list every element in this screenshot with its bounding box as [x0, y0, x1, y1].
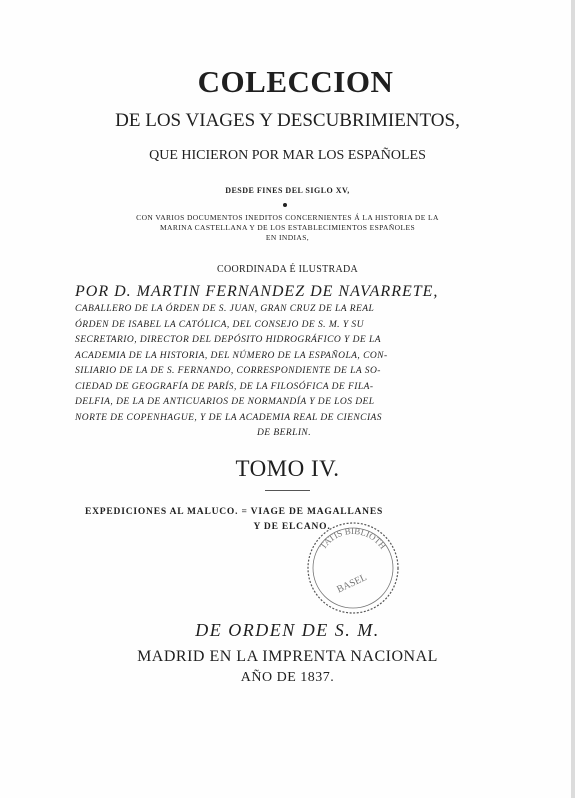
documents-line: CON VARIOS DOCUMENTOS INEDITOS CONCERNIENTES Á LA HISTORIA DE LA: [136, 213, 439, 222]
volume-heading: TOMO IV.: [235, 456, 340, 481]
ornament-dot: [283, 203, 287, 207]
book-title: COLECCION: [197, 64, 394, 99]
documents-block: [0, 213, 575, 243]
stamp-text-middle: BASEL: [335, 572, 369, 596]
author-block: [75, 282, 493, 442]
author-credential-line: SECRETARIO, DIRECTOR DEL DEPÓSITO HIDROGRÁFICO Y DE LA: [75, 335, 381, 345]
author-credential-line: SILIARIO DE LA DE S. FERNANDO, CORRESPONDIENTE DE LA SO-: [75, 366, 381, 376]
coordinated-line: COORDINADA É ILUSTRADA: [216, 264, 359, 275]
imprint-order: DE ORDEN DE S. M.: [195, 620, 380, 640]
library-stamp: [305, 520, 401, 616]
author-name: POR D. MARTIN FERNANDEZ DE NAVARRETE,: [75, 283, 439, 300]
author-credential-line: CIEDAD DE GEOGRAFÍA DE PARÍS, DE LA FILOSÓFICA DE FILA-: [75, 381, 374, 392]
author-credential-line: DELFIA, DE LA DE ANTICUARIOS DE NORMANDÍA Y DE LOS DEL: [75, 397, 375, 407]
subtitle-line-2: QUE HICIERON POR MAR LOS ESPAÑOLES: [149, 148, 426, 163]
author-credential-line: CABALLERO DE LA ÓRDEN DE S. JUAN, GRAN CRUZ DE LA REAL: [75, 304, 375, 314]
expeditions-line-2: Y DE ELCANO.: [253, 522, 331, 532]
author-credential-line: NORTE DE COPENHAGUE, Y DE LA ACADEMIA REAL DE CIENCIAS: [75, 412, 383, 423]
author-credential-line: DE BERLIN.: [256, 428, 312, 438]
author-credential-line: ACADEMIA DE LA HISTORIA, DEL NÚMERO DE LA ESPAÑOLA, CON-: [75, 350, 388, 361]
subtitle-line-1: DE LOS VIAGES Y DESCUBRIMIENTOS,: [115, 110, 460, 131]
imprint-printer: MADRID EN LA IMPRENTA NACIONAL: [137, 648, 438, 665]
author-credential-line: ÓRDEN DE ISABEL LA CATÓLICA, DEL CONSEJO DE S. M. Y SU: [75, 319, 364, 330]
divider-rule: [265, 490, 310, 491]
documents-line: EN INDIAS,: [265, 233, 310, 242]
expeditions-line-1: EXPEDICIONES AL MALUCO. = VIAGE DE MAGALLANES: [85, 507, 384, 517]
documents-line: MARINA CASTELLANA Y DE LOS ESTABLECIMIENTOS ESPAÑOLES: [159, 223, 416, 232]
stamp-text-top: TATIS BIBLIOTH: [317, 525, 389, 551]
subtitle-line-3: DESDE FINES DEL SIGLO XV,: [225, 186, 350, 195]
expeditions-block: [85, 505, 495, 535]
imprint-year: AÑO DE 1837.: [240, 670, 335, 685]
